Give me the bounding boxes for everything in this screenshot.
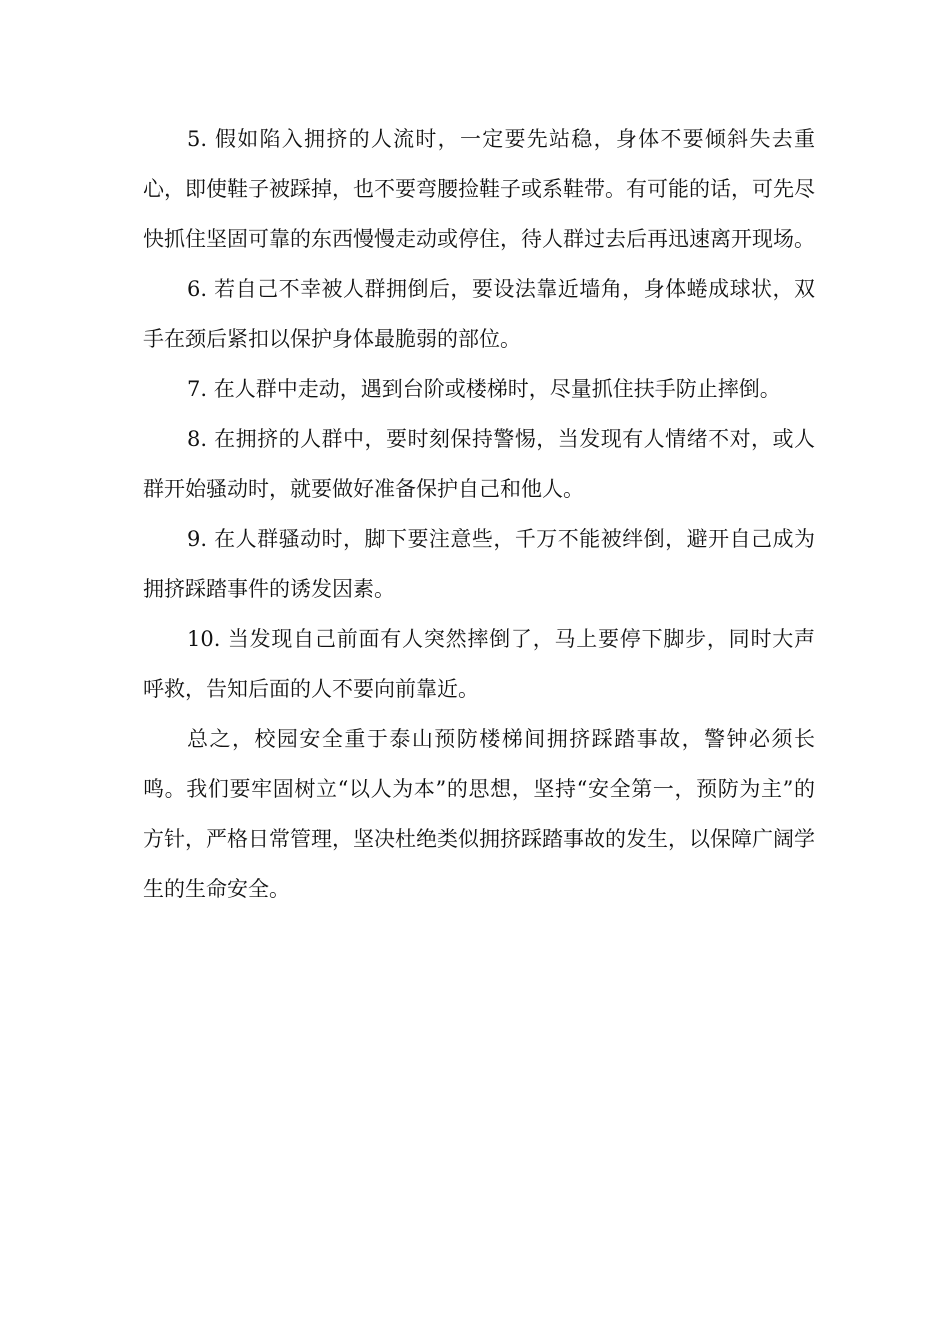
- paragraph-item-7: 7. 在人群中走动，遇到台阶或楼梯时，尽量抓住扶手防止摔倒。: [187, 377, 781, 401]
- paragraph-summary: 总之，校园安全重于泰山预防楼梯间拥挤踩踏事故，警钟必须长鸣。我们要牢固树立“以人为本”的思想，坚持“安全第一，预防为主”的方针，严格日常管理，坚决杜绝类似拥挤踩踏事故的发生，以保障广阔学生的生命安全。: [143, 727, 815, 901]
- paragraph-item-10: 10. 当发现自己前面有人突然摔倒了，马上要停下脚步，同时大声呼救，告知后面的人不要向前靠近。: [143, 627, 815, 701]
- paragraph-item-9: 9. 在人群骚动时，脚下要注意些，千万不能被绊倒，避开自己成为拥挤踩踏事件的诱发因素。: [143, 527, 815, 601]
- paragraph-item-8: 8. 在拥挤的人群中，要时刻保持警惕，当发现有人情绪不对，或人群开始骚动时，就要做好准备保护自己和他人。: [143, 427, 815, 501]
- document-body: [143, 114, 815, 914]
- paragraph-item-5: 5. 假如陷入拥挤的人流时，一定要先站稳，身体不要倾斜失去重心，即使鞋子被踩掉，也不要弯腰捡鞋子或系鞋带。有可能的话，可先尽快抓住坚固可靠的东西慢慢走动或停住，待人群过去后再迅速离开现场。: [143, 127, 815, 251]
- paragraph-item-6: 6. 若自己不幸被人群拥倒后，要设法靠近墙角，身体蜷成球状，双手在颈后紧扣以保护身体最脆弱的部位。: [143, 277, 815, 351]
